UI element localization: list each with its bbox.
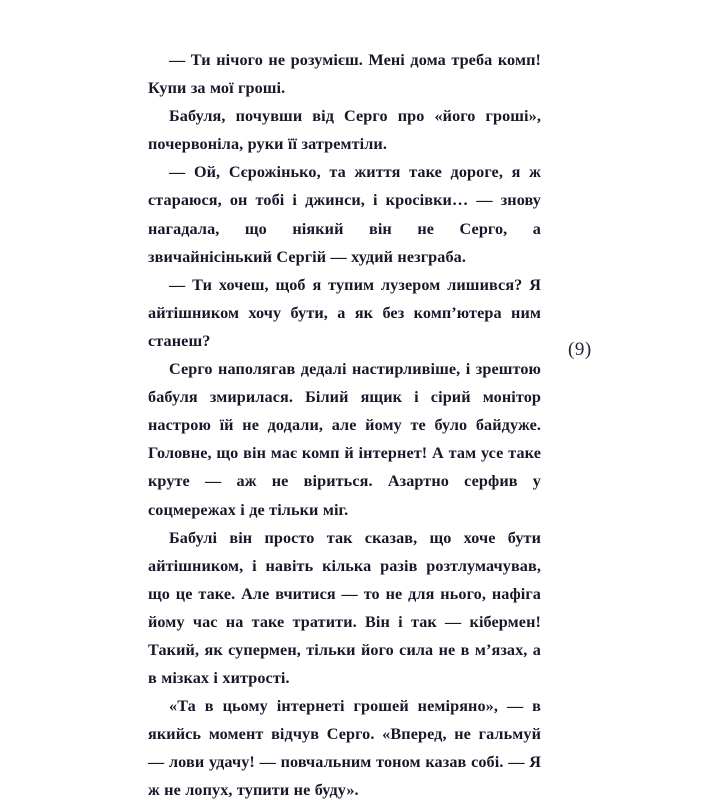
paragraph: — Ой, Сєрожінько, та життя таке дороге, я ж стараюся, он тобі і джинси, і кросівки… — знову нагадала, що ніякий він не Серго, а звичайнісінький Сергій — худий незграба.	[148, 163, 541, 266]
page-number-marker: (9)	[568, 339, 592, 360]
body-text-column	[148, 46, 541, 805]
paragraph: Бабуля, почувши від Серго про «його гроші», почервоніла, руки її затремтіли.	[148, 107, 541, 154]
paragraph: — Ти нічого не розумієш. Мені дома треба комп! Купи за мої гроші.	[148, 51, 541, 98]
paragraph: — Ти хочеш, щоб я тупим лузером лишився? Я айтішником хочу бути, а як без комп’ютера ним станеш?	[148, 275, 541, 350]
paragraph: «Та в цьому інтернеті грошей неміряно», — в якийсь момент відчув Серго. «Вперед, не гальмуй — лови удачу! — повчальним тоном казав собі. — Я ж не лопух, тупити не буду».	[148, 697, 541, 800]
paragraph: Бабулі він просто так сказав, що хоче бути айтішником, і навіть кілька разів розтлумачував, що це таке. Але вчитися — то не для нього, нафіга йому час на таке тратити. Він і так — кібермен! Такий, як супермен, тільки його сила не в м’язах, а в мізках і хитрості.	[148, 528, 541, 688]
paragraph: Серго наполягав дедалі настирливіше, і зрештою бабуля змирилася. Білий ящик і сірий монітор настрою їй не додали, але йому те було байдуже. Головне, що він має комп й інтернет! А там усе таке круте — аж не віриться. Азартно серфив у соцмережах і де тільки міг.	[148, 360, 541, 519]
